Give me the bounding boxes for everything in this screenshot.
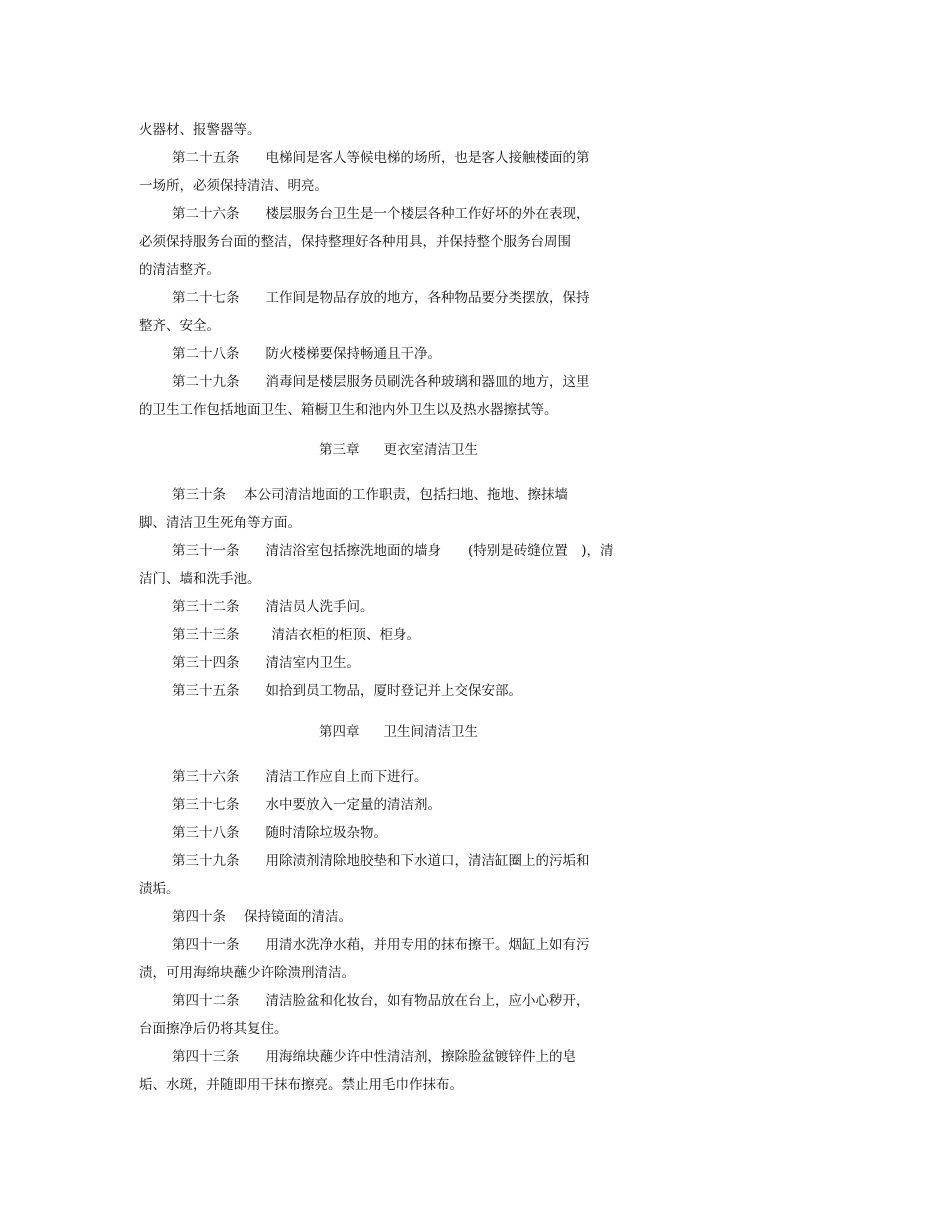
article-26-continuation-2: 的清洁整齐。 [139,262,220,278]
article-29-continuation: 的卫生工作包括地面卫生、箱橱卫生和池内外卫生以及热水器擦拭等。 [139,402,558,418]
article-number: 第三十五条 [172,683,240,699]
article-text: 防火楼梯要保持畅通且干净。 [265,346,441,362]
article-text: 工作间是物品存放的地方，各种物品要分类摆放，保持 [265,290,590,306]
article-text: 清洁脸盆和化妆台，如有物品放在台上，应小心秽开， [265,993,590,1009]
article-number: 第三十条 [172,487,226,503]
article-text: 用海绵块蘸少许中性清洁剂，擦除脸盆镀锌件上的皂 [265,1049,576,1065]
chapter-heading-4 [319,724,478,740]
article-text: 用清水洗净水葙，并用专用的抹布擦干。烟缸上如有污 [265,937,590,953]
chapter-title: 更衣室清洁卫生 [383,442,478,458]
article-text: 清洁室内卫生。 [265,655,360,671]
article-text: 保持镜面的清洁。 [244,909,352,925]
article-number: 第二十六条 [172,206,240,222]
article-number: 第三十六条 [172,769,240,785]
article-number: 第三十二条 [172,599,240,615]
article-number: 第三十三条 [172,627,240,643]
article-30 [172,487,692,503]
article-text: 如拾到员工物品，厦时登记并上交保安部。 [265,683,522,699]
article-26-continuation: 必须保持服务台面的整洁，保持整理好各种用具，并保持整个服务台周围 [139,234,571,250]
article-40 [172,909,692,925]
article-27-continuation: 整齐、安全。 [139,318,220,334]
article-number: 第二十九条 [172,374,240,390]
article-35 [172,683,692,699]
paragraph-continuation: 火器材、报警器等。 [139,122,261,138]
article-36 [172,769,692,785]
article-number: 第四十二条 [172,993,240,1009]
article-28 [172,346,692,362]
article-number: 第三十一条 [172,543,240,559]
article-31-continuation: 洁门、墙和洗手池。 [139,571,261,587]
article-text: 消毒间是楼层服务员刷洗各种玻璃和器皿的地方，这里 [265,374,590,390]
article-text: 楼层服务台卫生是一个楼层各种工作好坏的外在表现， [265,206,590,222]
article-text: 用除渍剂清除地胶垫和下水道口，清洁缸圈上的污垢和 [265,853,590,869]
chapter-title: 卫生间清洁卫生 [383,724,478,740]
article-39-continuation: 渍垢。 [139,881,180,897]
article-31 [172,543,692,559]
article-number: 第三十八条 [172,825,240,841]
article-41-continuation: 渍，可用海绵块蘸少许除溃刑清洁。 [139,965,355,981]
article-32 [172,599,692,615]
article-26 [172,206,692,222]
article-text: 本公司清洁地面的工作职责，包括扫地、拖地、擦抹墙 [244,487,568,503]
article-25 [172,150,692,166]
article-text: 清洁工作应自上而下进行。 [265,769,428,785]
article-number: 第四十条 [172,909,226,925]
article-text: 水中要放入一定量的清洁剂。 [265,797,441,813]
chapter-number: 第四章 [319,724,360,740]
article-number: 第二十五条 [172,150,240,166]
article-number: 第三十七条 [172,797,240,813]
article-37 [172,797,692,813]
article-text: 清洁衣柜的柜顶、柜身。 [271,627,420,643]
article-text: 随时清除垃圾杂物。 [265,825,387,841]
article-29 [172,374,692,390]
article-33 [172,627,692,643]
article-39 [172,853,692,869]
article-text: 清洁浴室包括擦洗地面的墙身 (特别是砖缝位置 )，清 [265,543,614,559]
article-41 [172,937,692,953]
article-number: 第三十四条 [172,655,240,671]
article-43-continuation: 垢、水斑，并随即用干抹布擦亮。禁止用毛巾作抹布。 [139,1077,463,1093]
article-number: 第四十一条 [172,937,240,953]
article-34 [172,655,692,671]
article-text: 清洁员人洗手问。 [265,599,374,615]
chapter-heading-3 [319,442,478,458]
article-42 [172,993,692,1009]
article-25-continuation: 一场所，必须保持清洁、明亮。 [139,178,328,194]
article-number: 第二十八条 [172,346,240,362]
chapter-number: 第三章 [319,442,360,458]
article-42-continuation: 台面擦净后仍将其复住。 [139,1021,288,1037]
article-text: 电梯间是客人等候电梯的场所，也是客人接触楼面的第 [265,150,590,166]
article-number: 第二十七条 [172,290,240,306]
article-number: 第三十九条 [172,853,240,869]
article-30-continuation: 脚、清洁卫生死角等方面。 [139,515,301,531]
article-number: 第四十三条 [172,1049,240,1065]
article-38 [172,825,692,841]
article-43 [172,1049,692,1065]
article-27 [172,290,692,306]
